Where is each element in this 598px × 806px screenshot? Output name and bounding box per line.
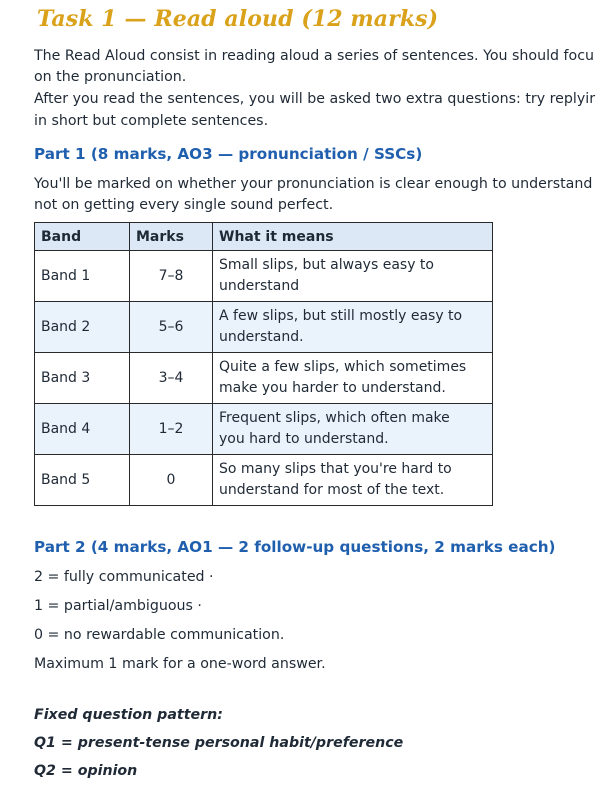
intro-line-2: on the pronunciation. — [34, 69, 187, 85]
band-cell: Band 4 — [35, 404, 130, 455]
table-row — [35, 302, 493, 353]
band-cell: Band 5 — [35, 455, 130, 506]
header-meaning: What it means — [213, 223, 493, 251]
intro-line-4: in short but complete sentences. — [34, 113, 269, 129]
part2-heading: Part 2 (4 marks, AO1 — 2 follow-up questions, 2 marks each) — [34, 538, 556, 556]
band-cell: Band 1 — [35, 251, 130, 302]
meaning-cell — [213, 455, 493, 506]
part1-desc-line-2: not on getting every single sound perfect. — [34, 197, 334, 213]
marks-cell: 0 — [130, 455, 213, 506]
part1-heading: Part 1 (8 marks, AO3 — pronunciation / SSCs) — [34, 145, 423, 163]
list-item: Maximum 1 mark for a one-word answer. — [34, 656, 326, 672]
meaning-line-1: A few slips, but still mostly easy to — [219, 308, 463, 324]
table-row — [35, 251, 493, 302]
meaning-line-2: you hard to understand. — [219, 431, 389, 447]
table-row — [35, 404, 493, 455]
meaning-line-2: make you harder to understand. — [219, 380, 446, 396]
band-cell: Band 2 — [35, 302, 130, 353]
page-title: Task 1 — Read aloud (12 marks) — [37, 6, 439, 32]
meaning-line-1: So many slips that you're hard to — [219, 461, 452, 477]
meaning-cell — [213, 404, 493, 455]
header-marks: Marks — [130, 223, 213, 251]
table-row — [35, 353, 493, 404]
meaning-cell — [213, 302, 493, 353]
meaning-line-1: Quite a few slips, which sometimes — [219, 359, 467, 375]
header-band: Band — [35, 223, 130, 251]
meaning-cell — [213, 251, 493, 302]
meaning-line-1: Frequent slips, which often make — [219, 410, 450, 426]
meaning-cell — [213, 353, 493, 404]
marks-cell: 5–6 — [130, 302, 213, 353]
marks-cell: 3–4 — [130, 353, 213, 404]
fixed-pattern-heading: Fixed question pattern: — [34, 707, 223, 723]
marks-cell: 7–8 — [130, 251, 213, 302]
meaning-line-2: understand — [219, 278, 300, 294]
meaning-line-2: understand for most of the text. — [219, 482, 445, 498]
part1-desc-line-1: You'll be marked on whether your pronunciation is clear enough to understand — [34, 176, 593, 192]
meaning-line-1: Small slips, but always easy to — [219, 257, 434, 273]
marks-cell: 1–2 — [130, 404, 213, 455]
criteria-list — [34, 564, 326, 680]
intro-line-3: After you read the sentences, you will be asked two extra questions: try replyir — [34, 91, 596, 107]
band-cell: Band 3 — [35, 353, 130, 404]
table-row — [35, 455, 493, 506]
intro-line-1: The Read Aloud consist in reading aloud a series of sentences. You should focu — [34, 48, 595, 64]
list-item: 2 = fully communicated · — [34, 569, 214, 585]
list-item: 0 = no rewardable communication. — [34, 627, 285, 643]
meaning-line-2: understand. — [219, 329, 304, 345]
question-2-pattern: Q2 = opinion — [34, 763, 138, 779]
question-1-pattern: Q1 = present-tense personal habit/preference — [34, 735, 404, 751]
band-table — [34, 222, 493, 506]
table-header-row — [35, 223, 493, 251]
list-item: 1 = partial/ambiguous · — [34, 598, 202, 614]
